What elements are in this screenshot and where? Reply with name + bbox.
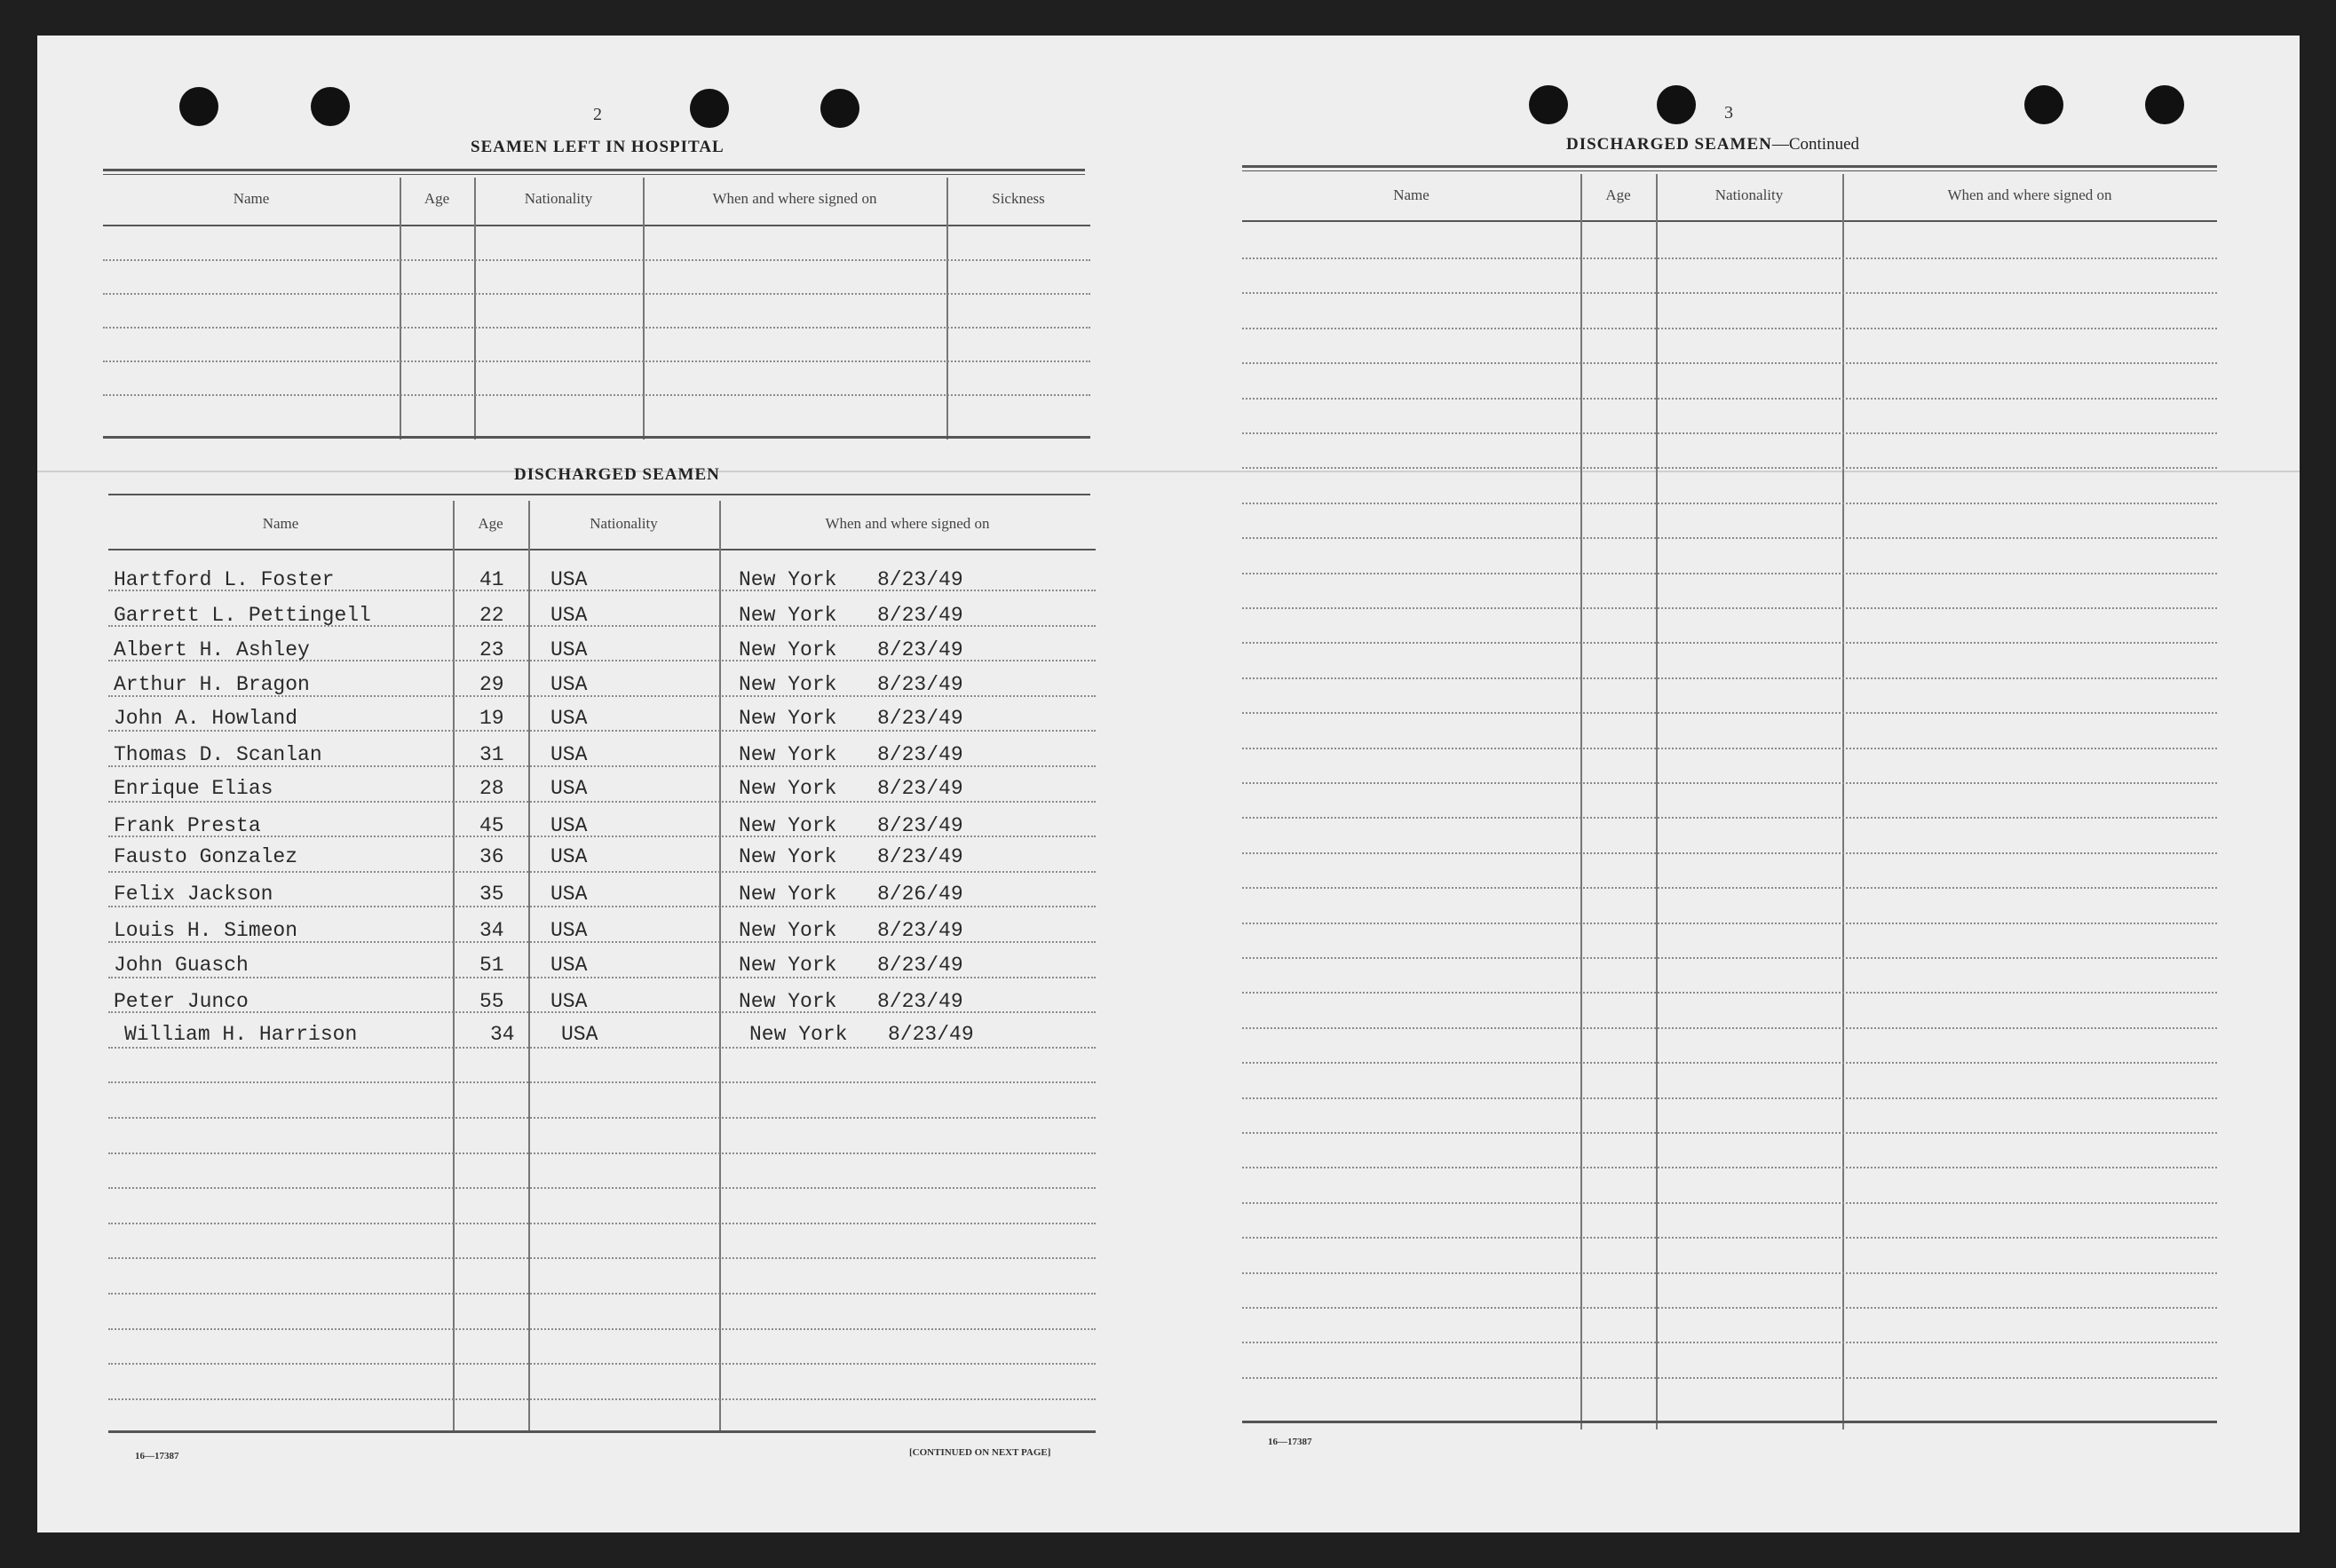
punch-hole: [2145, 85, 2184, 124]
seaman-age: 51: [479, 954, 504, 977]
right-top-rule: [1242, 165, 2217, 168]
row-line: [1242, 1377, 2217, 1379]
row-line: [1242, 257, 2217, 259]
signed-on-place: New York: [739, 883, 837, 906]
seaman-name: William H. Harrison: [124, 1023, 358, 1046]
left-page-number: 2: [593, 105, 602, 124]
punch-hole: [179, 87, 218, 126]
seaman-age: 28: [479, 777, 504, 800]
column-header: Name: [1393, 186, 1429, 203]
seaman-nationality: USA: [550, 604, 588, 627]
signed-on-date: 8/23/49: [888, 1023, 974, 1046]
seaman-nationality: USA: [550, 990, 588, 1013]
seaman-nationality: USA: [561, 1023, 598, 1046]
punch-hole: [690, 89, 729, 128]
row-line: [108, 1293, 1096, 1295]
column-divider: [643, 178, 645, 440]
column-header: Nationality: [1714, 186, 1784, 203]
signed-on-place: New York: [739, 568, 837, 591]
column-divider: [474, 178, 476, 440]
row-line: [1242, 1342, 2217, 1343]
signed-on-date: 8/23/49: [877, 707, 963, 730]
right-page-number: 3: [1724, 103, 1733, 123]
seaman-nationality: USA: [550, 845, 588, 868]
signed-on-place: New York: [739, 990, 837, 1013]
row-line: [1242, 398, 2217, 400]
row-line: [108, 1363, 1096, 1365]
seaman-name: Albert H. Ashley: [114, 638, 310, 661]
row-line: [1242, 1062, 2217, 1064]
row-line: [1242, 467, 2217, 469]
row-line: [108, 871, 1096, 873]
seaman-nationality: USA: [550, 673, 588, 696]
row-line: [103, 327, 1090, 329]
seaman-age: 45: [479, 814, 504, 837]
column-header: When and where signed on: [825, 515, 990, 532]
seaman-name: Hartford L. Foster: [114, 568, 335, 591]
punch-hole: [311, 87, 350, 126]
signed-on-place: New York: [739, 777, 837, 800]
signed-on-place: New York: [739, 954, 837, 977]
seaman-name: Louis H. Simeon: [114, 919, 298, 942]
row-line: [1242, 992, 2217, 994]
right-section-title-suffix: —Continued: [1771, 135, 1860, 154]
column-header: Name: [262, 515, 299, 532]
column-divider: [946, 178, 948, 440]
row-line: [1242, 1027, 2217, 1029]
signed-on-date: 8/23/49: [877, 990, 963, 1013]
header-rule: [1242, 220, 2217, 222]
hospital-section-title: SEAMEN LEFT IN HOSPITAL: [471, 138, 725, 156]
row-line: [108, 1152, 1096, 1154]
signed-on-date: 8/23/49: [877, 777, 963, 800]
row-line: [1242, 748, 2217, 749]
seaman-nationality: USA: [550, 707, 588, 730]
left-form-number: 16—17387: [135, 1451, 179, 1461]
seaman-nationality: USA: [550, 568, 588, 591]
row-line: [1242, 923, 2217, 924]
row-line: [1242, 712, 2217, 714]
row-line: [108, 1257, 1096, 1259]
row-line: [108, 1117, 1096, 1119]
column-header: When and where signed on: [712, 190, 877, 207]
row-line: [1242, 292, 2217, 294]
right-top-rule-thin: [1242, 170, 2217, 171]
row-line: [1242, 432, 2217, 434]
seaman-nationality: USA: [550, 743, 588, 766]
column-header: Nationality: [524, 190, 593, 207]
row-line: [103, 394, 1090, 396]
seaman-age: 23: [479, 638, 504, 661]
row-line: [103, 259, 1090, 261]
signed-on-date: 8/23/49: [877, 604, 963, 627]
row-line: [1242, 817, 2217, 819]
row-line: [108, 730, 1096, 732]
seaman-name: John A. Howland: [114, 707, 298, 730]
row-line: [1242, 1307, 2217, 1309]
row-line: [1242, 1237, 2217, 1239]
row-line: [1242, 957, 2217, 959]
signed-on-place: New York: [739, 919, 837, 942]
signed-on-place: New York: [739, 604, 837, 627]
row-line: [108, 1047, 1096, 1049]
seaman-name: Frank Presta: [114, 814, 261, 837]
signed-on-date: 8/23/49: [877, 954, 963, 977]
table-bottom-rule: [1242, 1421, 2217, 1423]
discharged-section-title: DISCHARGED SEAMEN: [514, 465, 720, 484]
row-line: [108, 906, 1096, 907]
signed-on-date: 8/23/49: [877, 673, 963, 696]
row-line: [1242, 782, 2217, 784]
seaman-nationality: USA: [550, 777, 588, 800]
row-line: [1242, 1132, 2217, 1134]
seaman-age: 22: [479, 604, 504, 627]
signed-on-place: New York: [739, 638, 837, 661]
discharged-top-rule: [108, 494, 1090, 495]
header-rule: [108, 549, 1096, 550]
column-header: Sickness: [992, 190, 1045, 207]
document-sheet: [37, 36, 2300, 1532]
right-form-number: 16—17387: [1268, 1437, 1312, 1447]
row-line: [108, 801, 1096, 803]
row-line: [1242, 887, 2217, 889]
seaman-name: Felix Jackson: [114, 883, 273, 906]
signed-on-date: 8/23/49: [877, 845, 963, 868]
fold-line: [37, 471, 2300, 472]
seaman-name: Peter Junco: [114, 990, 249, 1013]
column-header: Name: [233, 190, 270, 207]
signed-on-date: 8/23/49: [877, 743, 963, 766]
signed-on-date: 8/26/49: [877, 883, 963, 906]
row-line: [1242, 503, 2217, 504]
row-line: [1242, 1202, 2217, 1204]
table-bottom-rule: [103, 436, 1090, 439]
row-line: [108, 1328, 1096, 1330]
row-line: [1242, 573, 2217, 574]
column-header: Age: [478, 515, 503, 532]
seaman-age: 41: [479, 568, 504, 591]
right-section-title: [1566, 135, 1859, 154]
seaman-nationality: USA: [550, 919, 588, 942]
row-line: [1242, 1272, 2217, 1274]
row-line: [103, 293, 1090, 295]
row-line: [1242, 1167, 2217, 1168]
row-line: [108, 1081, 1096, 1083]
row-line: [108, 1398, 1096, 1400]
punch-hole: [2024, 85, 2063, 124]
row-line: [1242, 642, 2217, 644]
row-line: [1242, 677, 2217, 679]
column-divider: [400, 178, 401, 440]
seaman-name: Fausto Gonzalez: [114, 845, 298, 868]
seaman-age: 55: [479, 990, 504, 1013]
row-line: [1242, 852, 2217, 854]
seaman-nationality: USA: [550, 883, 588, 906]
seaman-age: 35: [479, 883, 504, 906]
seaman-name: Arthur H. Bragon: [114, 673, 310, 696]
column-header: Age: [1605, 186, 1631, 203]
punch-hole: [1529, 85, 1568, 124]
signed-on-date: 8/23/49: [877, 814, 963, 837]
seaman-age: 34: [479, 919, 504, 942]
seaman-age: 29: [479, 673, 504, 696]
seaman-name: Thomas D. Scanlan: [114, 743, 322, 766]
seaman-nationality: USA: [550, 638, 588, 661]
row-line: [1242, 537, 2217, 539]
header-rule: [103, 225, 1090, 226]
seaman-nationality: USA: [550, 814, 588, 837]
row-line: [103, 360, 1090, 362]
row-line: [1242, 362, 2217, 364]
table-bottom-rule: [108, 1430, 1096, 1433]
seaman-name: Enrique Elias: [114, 777, 273, 800]
continued-note: [CONTINUED ON NEXT PAGE]: [909, 1447, 1051, 1458]
signed-on-place: New York: [739, 743, 837, 766]
seaman-name: John Guasch: [114, 954, 249, 977]
row-line: [1242, 607, 2217, 609]
punch-hole: [820, 89, 859, 128]
seaman-name: Garrett L. Pettingell: [114, 604, 371, 627]
row-line: [108, 1187, 1096, 1189]
hospital-top-rule: [103, 169, 1085, 171]
seaman-nationality: USA: [550, 954, 588, 977]
signed-on-place: New York: [739, 707, 837, 730]
seaman-age: 34: [490, 1023, 515, 1046]
hospital-top-rule-thin: [103, 174, 1085, 175]
signed-on-place: New York: [739, 814, 837, 837]
signed-on-place: New York: [749, 1023, 848, 1046]
signed-on-date: 8/23/49: [877, 919, 963, 942]
punch-hole: [1657, 85, 1696, 124]
row-line: [1242, 328, 2217, 329]
row-line: [1242, 1097, 2217, 1099]
seaman-age: 36: [479, 845, 504, 868]
seaman-age: 31: [479, 743, 504, 766]
row-line: [108, 1223, 1096, 1224]
signed-on-place: New York: [739, 845, 837, 868]
signed-on-date: 8/23/49: [877, 568, 963, 591]
column-header: When and where signed on: [1947, 186, 2112, 203]
column-header: Age: [424, 190, 450, 207]
signed-on-place: New York: [739, 673, 837, 696]
seaman-age: 19: [479, 707, 504, 730]
right-section-title-text: DISCHARGED SEAMEN: [1566, 135, 1772, 154]
signed-on-date: 8/23/49: [877, 638, 963, 661]
column-header: Nationality: [590, 515, 658, 532]
